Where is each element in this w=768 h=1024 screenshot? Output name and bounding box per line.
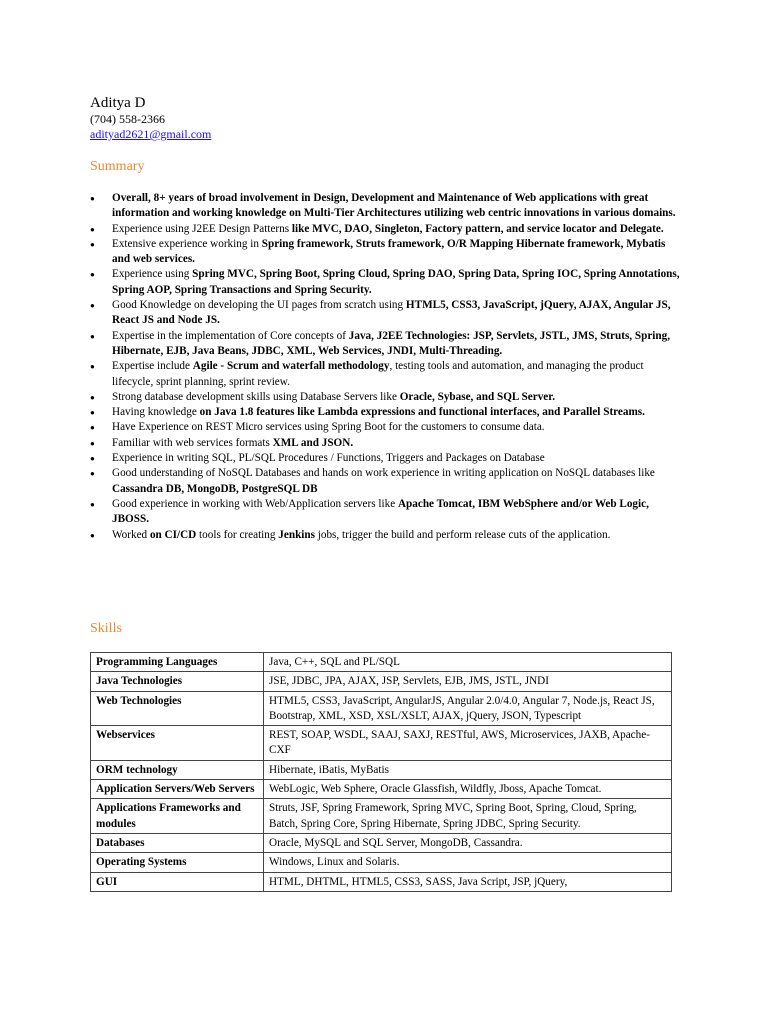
- summary-text: Good understanding of NoSQL Databases and hands on work experience in writing application on NoSQL databases like: [112, 467, 655, 480]
- skill-category: Applications Frameworks and modules: [91, 799, 264, 834]
- summary-text: Expertise in the implementation of Core concepts of: [112, 329, 349, 342]
- summary-item: [90, 420, 680, 435]
- skill-category: Programming Languages: [91, 653, 264, 672]
- summary-item: [90, 497, 680, 528]
- summary-text: Good Knowledge on developing the UI pages from scratch using: [112, 299, 406, 312]
- bullet-icon: ●: [90, 530, 95, 540]
- summary-item: [90, 390, 680, 405]
- skills-table: [90, 652, 672, 892]
- summary-item: [90, 222, 680, 237]
- summary-text: on Java 1.8 features like Lambda expressions and functional interfaces, and Parallel Streams.: [199, 406, 645, 419]
- summary-text: Worked: [112, 528, 150, 541]
- summary-text: Extensive experience working in: [112, 237, 262, 250]
- summary-item: [90, 466, 680, 497]
- summary-text: Experience in writing SQL, PL/SQL Procedures / Functions, Triggers and Packages on Database: [112, 452, 545, 465]
- summary-text: Jenkins: [278, 528, 315, 541]
- summary-text: , testing tools and automation, and managing the product lifecycle, sprint planning, sprint review.: [112, 360, 644, 388]
- summary-item: [90, 267, 680, 298]
- skill-values: HTML5, CSS3, JavaScript, AngularJS, Angular 2.0/4.0, Angular 7, Node.js, React JS, Bootstrap, XML, XSD, XSL/XSLT, AJAX, jQuery, JSON, Typescript: [264, 691, 672, 726]
- summary-item: [90, 329, 680, 360]
- skill-values: Windows, Linux and Solaris.: [264, 853, 672, 872]
- table-row: [91, 653, 672, 672]
- summary-item: [90, 405, 680, 420]
- bullet-icon: ●: [90, 362, 95, 372]
- skill-category: Web Technologies: [91, 691, 264, 726]
- summary-heading: Summary: [90, 159, 145, 174]
- bullet-icon: ●: [90, 408, 95, 418]
- skill-values: HTML, DHTML, HTML5, CSS3, SASS, Java Script, JSP, jQuery,: [264, 872, 672, 891]
- summary-item: [90, 359, 680, 390]
- summary-item: [90, 451, 680, 466]
- summary-item: [90, 191, 680, 222]
- summary-text: Having knowledge: [112, 406, 200, 419]
- summary-text: Strong database development skills using Database Servers like: [112, 390, 400, 403]
- summary-item: [90, 436, 680, 451]
- summary-list: [90, 191, 680, 543]
- bullet-icon: ●: [90, 270, 95, 280]
- summary-text: Expertise include: [112, 360, 193, 373]
- bullet-icon: ●: [90, 194, 95, 203]
- skill-category: ORM technology: [91, 760, 264, 779]
- bullet-icon: ●: [90, 392, 95, 402]
- summary-text: Experience using: [112, 268, 193, 281]
- table-row: [91, 780, 672, 799]
- table-row: [91, 726, 672, 761]
- summary-text: Have Experience on REST Micro services using Spring Boot for the customers to consume data.: [112, 421, 545, 434]
- skill-values: Oracle, MySQL and SQL Server, MongoDB, Cassandra.: [264, 833, 672, 852]
- skill-category: Webservices: [91, 726, 264, 761]
- summary-text: tools for creating: [196, 528, 279, 541]
- table-row: [91, 853, 672, 872]
- bullet-icon: ●: [90, 331, 95, 341]
- bullet-icon: ●: [90, 423, 95, 433]
- table-row: [91, 833, 672, 852]
- summary-text: Agile - Scrum and waterfall methodology: [192, 360, 390, 373]
- summary-text: Apache Tomcat, IBM WebSphere and/or Web Logic, JBOSS.: [112, 497, 649, 526]
- summary-text: Cassandra DB, MongoDB, PostgreSQL DB: [112, 482, 318, 495]
- table-row: [91, 691, 672, 726]
- summary-item: [90, 298, 680, 329]
- skill-values: JSE, JDBC, JPA, AJAX, JSP, Servlets, EJB, JMS, JSTL, JNDI: [264, 672, 672, 691]
- skill-category: Java Technologies: [91, 672, 264, 691]
- summary-text: jobs, trigger the build and perform release cuts of the application.: [314, 528, 611, 541]
- skill-values: WebLogic, Web Sphere, Oracle Glassfish, Wildfly, Jboss, Apache Tomcat.: [264, 780, 672, 799]
- bullet-icon: ●: [90, 499, 95, 509]
- summary-text: Overall, 8+ years of broad involvement in Design, Development and Maintenance of Web applications with great information and working knowledge on Multi-Tier Architectures utilizing web centric innovations in various domains.: [112, 192, 676, 220]
- summary-item: [90, 528, 680, 543]
- email-link[interactable]: adityad2621@gmail.com: [90, 127, 212, 141]
- skill-values: Struts, JSF, Spring Framework, Spring MVC, Spring Boot, Spring, Cloud, Spring, Batch, Spring Core, Spring Hibernate, Spring JDBC, Spring Security.: [264, 799, 672, 834]
- summary-text: Oracle, Sybase, and SQL Server.: [399, 390, 555, 403]
- skill-values: REST, SOAP, WSDL, SAAJ, SAXJ, RESTful, AWS, Microservices, JAXB, Apache-CXF: [264, 726, 672, 761]
- candidate-name: Aditya D: [90, 95, 146, 111]
- skill-category: Application Servers/Web Servers: [91, 780, 264, 799]
- skill-category: GUI: [91, 872, 264, 891]
- bullet-icon: ●: [90, 438, 95, 448]
- skill-category: Operating Systems: [91, 853, 264, 872]
- summary-text: Experience using J2EE Design Patterns: [112, 222, 292, 235]
- bullet-icon: ●: [90, 239, 95, 249]
- bullet-icon: ●: [90, 224, 95, 234]
- table-row: [91, 760, 672, 779]
- skills-heading: Skills: [90, 621, 122, 636]
- table-row: [91, 672, 672, 691]
- summary-text: Spring MVC, Spring Boot, Spring Cloud, Spring DAO, Spring Data, Spring IOC, Spring Annotations, Spring AOP, Spring Transactions and Spring Security.: [112, 268, 680, 296]
- summary-text: like MVC, DAO, Singleton, Factory pattern, and service locator and Delegate.: [291, 222, 664, 235]
- skill-values: Java, C++, SQL and PL/SQL: [264, 653, 672, 672]
- skill-values: Hibernate, iBatis, MyBatis: [264, 760, 672, 779]
- summary-text: on CI/CD: [149, 528, 197, 541]
- summary-text: Familiar with web services formats: [112, 436, 273, 449]
- summary-text: XML and JSON.: [272, 436, 354, 449]
- bullet-icon: ●: [90, 469, 95, 479]
- summary-text: Good experience in working with Web/Application servers like: [112, 497, 398, 510]
- summary-text: Spring framework, Struts framework, O/R Mapping Hibernate framework, Mybatis and web services.: [112, 237, 666, 266]
- table-row: [91, 872, 672, 891]
- summary-text: HTML5, CSS3, JavaScript, jQuery, AJAX, Angular JS, React JS and Node JS.: [112, 299, 671, 327]
- summary-item: [90, 237, 680, 268]
- skill-category: Databases: [91, 833, 264, 852]
- table-row: [91, 799, 672, 834]
- bullet-icon: ●: [90, 454, 95, 464]
- summary-text: Java, J2EE Technologies: JSP, Servlets, JSTL, JMS, Struts, Spring, Hibernate, EJB, Java Beans, JDBC, XML, Web Services, JNDI, Multi-Threading.: [112, 329, 671, 357]
- phone-number: (704) 558-2366: [90, 112, 165, 126]
- bullet-icon: ●: [90, 301, 95, 311]
